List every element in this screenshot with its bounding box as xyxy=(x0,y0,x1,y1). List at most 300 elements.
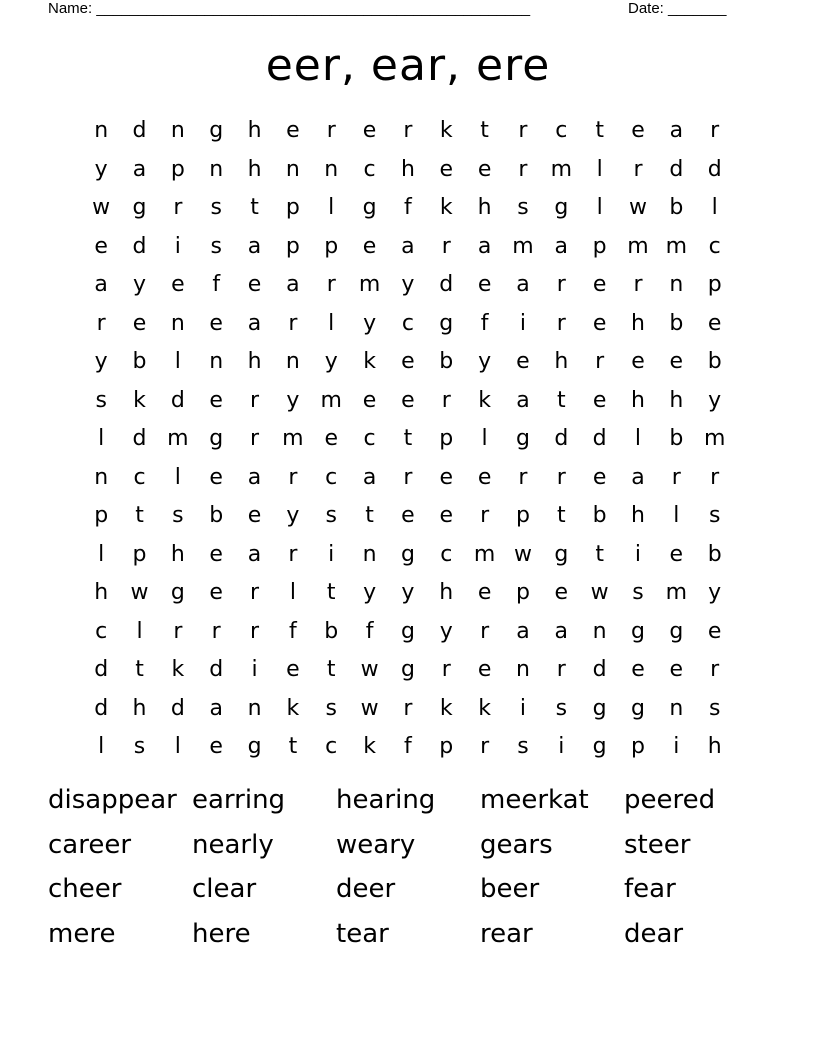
grid-cell: r xyxy=(250,426,260,452)
grid-cell: r xyxy=(556,657,566,683)
grid-cell: i xyxy=(558,734,565,760)
grid-cell: k xyxy=(478,387,491,413)
grid-row xyxy=(82,690,734,729)
grid-cell: k xyxy=(439,195,453,221)
grid-cell: b xyxy=(669,310,684,336)
grid-cell: n xyxy=(247,695,262,721)
grid-cell: p xyxy=(285,195,300,221)
grid-cell: k xyxy=(439,695,453,721)
grid-cell: r xyxy=(250,618,260,644)
grid-cell: n xyxy=(285,349,300,375)
grid-cell: i xyxy=(251,657,258,683)
grid-cell: e xyxy=(554,580,569,606)
grid-cell: e xyxy=(362,233,377,259)
grid-cell: r xyxy=(518,118,528,144)
grid-cell: r xyxy=(441,233,451,259)
grid-cell: l xyxy=(98,541,105,567)
grid-cell: a xyxy=(516,387,530,413)
grid-cell: b xyxy=(707,349,722,375)
grid-cell: d xyxy=(669,156,684,182)
grid-cell: e xyxy=(669,349,684,375)
grid-cell: e xyxy=(592,272,607,298)
grid-cell: s xyxy=(325,695,337,721)
grid-cell: e xyxy=(401,387,415,413)
grid-cell: c xyxy=(133,464,146,490)
grid-cell: f xyxy=(480,310,489,336)
grid-cell: i xyxy=(673,734,680,760)
word-list-item: hearing xyxy=(336,785,436,815)
word-list-item: dear xyxy=(624,918,684,949)
grid-cell: e xyxy=(132,310,147,336)
grid-cell: g xyxy=(631,695,645,721)
grid-cell: h xyxy=(400,156,415,182)
grid-cell: k xyxy=(439,118,453,144)
grid-cell: f xyxy=(289,618,297,644)
grid-cell: a xyxy=(362,464,377,490)
grid-cell: p xyxy=(439,734,454,760)
grid-cell: h xyxy=(631,387,645,413)
grid-cell: d xyxy=(132,118,147,144)
grid-cell: k xyxy=(286,695,300,721)
grid-cell: g xyxy=(209,118,224,144)
word-list-item: meerkat xyxy=(480,785,589,815)
grid-cell: t xyxy=(480,118,489,144)
grid-cell: w xyxy=(360,657,379,683)
grid-cell: y xyxy=(286,503,300,529)
grid-cell: l xyxy=(481,426,488,452)
grid-cell: r xyxy=(250,580,260,606)
grid-cell: y xyxy=(363,310,377,336)
grid-cell: g xyxy=(362,195,377,221)
grid-row xyxy=(82,613,734,652)
grid-cell: r xyxy=(288,464,298,490)
grid-cell: d xyxy=(592,426,607,452)
grid-cell: r xyxy=(173,618,183,644)
grid-cell: h xyxy=(247,118,262,144)
grid-cell: y xyxy=(286,387,300,413)
grid-cell: a xyxy=(401,233,415,259)
grid-cell: g xyxy=(400,618,415,644)
grid-cell: b xyxy=(132,349,147,375)
grid-cell: a xyxy=(94,272,108,298)
word-list-item: beer xyxy=(480,874,540,904)
grid-cell: r xyxy=(518,156,528,182)
grid-cell: r xyxy=(671,464,681,490)
grid-row xyxy=(82,112,734,151)
grid-cell: l xyxy=(136,618,143,644)
word-list-item: disappear xyxy=(48,785,177,815)
grid-cell: r xyxy=(556,464,566,490)
grid-cell: y xyxy=(401,580,415,606)
grid-cell: e xyxy=(171,272,185,298)
grid-cell: p xyxy=(285,233,300,259)
grid-cell: t xyxy=(288,734,298,760)
grid-cell: y xyxy=(324,349,338,375)
grid-cell: e xyxy=(209,734,223,760)
grid-cell: g xyxy=(170,580,185,606)
word-list-item: weary xyxy=(336,829,416,860)
grid-cell: l xyxy=(98,734,105,760)
grid-cell: l xyxy=(328,310,335,336)
grid-cell: t xyxy=(403,426,413,452)
grid-cell: l xyxy=(711,195,718,221)
grid-cell: b xyxy=(324,618,339,644)
grid-cell: p xyxy=(592,233,607,259)
grid-cell: p xyxy=(707,272,722,298)
grid-cell: c xyxy=(95,618,108,644)
grid-cell: m xyxy=(358,272,381,298)
word-list-item: deer xyxy=(336,874,396,904)
grid-cell: l xyxy=(174,734,181,760)
word-list-item: fear xyxy=(624,874,676,904)
grid-cell: h xyxy=(631,503,645,529)
grid-cell: r xyxy=(480,734,490,760)
grid-cell: a xyxy=(516,272,530,298)
grid-cell: w xyxy=(513,541,532,567)
grid-cell: e xyxy=(477,580,492,606)
grid-cell: e xyxy=(477,464,492,490)
grid-cell: y xyxy=(133,272,147,298)
grid-row xyxy=(82,420,734,459)
grid-cell: l xyxy=(673,503,680,529)
grid-cell: r xyxy=(211,618,221,644)
grid-cell: d xyxy=(209,657,224,683)
grid-cell: n xyxy=(515,657,530,683)
grid-cell: d xyxy=(170,387,185,413)
grid-cell: r xyxy=(710,657,720,683)
grid-cell: e xyxy=(631,118,645,144)
grid-cell: n xyxy=(669,695,684,721)
grid-cell: i xyxy=(519,310,527,336)
grid-cell: e xyxy=(362,118,377,144)
grid-cell: t xyxy=(326,580,336,606)
grid-cell: l xyxy=(289,580,296,606)
grid-cell: r xyxy=(403,695,413,721)
grid-cell: e xyxy=(707,310,722,336)
grid-cell: a xyxy=(209,695,223,721)
grid-cell: e xyxy=(401,349,415,375)
grid-cell: r xyxy=(518,464,528,490)
grid-cell: l xyxy=(634,426,642,452)
word-list-item: career xyxy=(48,829,132,860)
word-list-item: here xyxy=(192,918,251,949)
grid-cell: r xyxy=(480,503,490,529)
grid-cell: a xyxy=(669,118,684,144)
grid-cell: h xyxy=(631,310,645,336)
grid-cell: a xyxy=(247,541,262,567)
grid-cell: r xyxy=(250,387,260,413)
grid-cell: e xyxy=(592,464,607,490)
grid-cell: d xyxy=(592,657,607,683)
grid-cell: s xyxy=(325,503,337,529)
grid-cell: k xyxy=(363,349,376,375)
grid-cell: l xyxy=(596,195,603,221)
grid-cell: h xyxy=(669,387,684,413)
grid-cell: r xyxy=(710,118,720,144)
grid-row xyxy=(82,728,734,767)
grid-cell: s xyxy=(95,387,107,413)
grid-cell: p xyxy=(631,734,645,760)
grid-cell: d xyxy=(439,272,454,298)
grid-cell: s xyxy=(172,503,184,529)
grid-cell: n xyxy=(324,156,339,182)
grid-cell: t xyxy=(326,657,336,683)
grid-cell: r xyxy=(441,657,451,683)
grid-cell: f xyxy=(212,272,221,298)
grid-cell: m xyxy=(473,541,496,567)
grid-cell: m xyxy=(282,426,304,452)
grid-cell: y xyxy=(94,349,108,375)
grid-cell: f xyxy=(404,195,412,221)
grid-cell: r xyxy=(288,310,298,336)
grid-cell: i xyxy=(519,695,527,721)
grid-cell: k xyxy=(133,387,146,413)
grid-cell: g xyxy=(669,618,684,644)
word-list-item: steer xyxy=(624,829,691,860)
grid-cell: a xyxy=(247,233,262,259)
grid-cell: h xyxy=(707,734,722,760)
grid-cell: n xyxy=(94,118,109,144)
grid-cell: r xyxy=(441,387,451,413)
grid-cell: e xyxy=(516,349,530,375)
name-field-label: Name: ____________________________________________________ xyxy=(48,0,531,17)
word-list-item: gears xyxy=(480,829,553,860)
grid-cell: r xyxy=(633,272,643,298)
grid-cell: k xyxy=(478,695,491,721)
grid-cell: w xyxy=(628,195,647,221)
grid-cell: p xyxy=(515,580,530,606)
grid-cell: e xyxy=(401,503,415,529)
grid-cell: k xyxy=(363,734,376,760)
grid-cell: d xyxy=(94,657,109,683)
grid-cell: r xyxy=(556,310,566,336)
grid-cell: e xyxy=(209,464,223,490)
grid-cell: a xyxy=(554,233,569,259)
grid-cell: i xyxy=(174,233,181,259)
grid-cell: s xyxy=(708,695,721,721)
grid-cell: l xyxy=(174,464,181,490)
grid-cell: e xyxy=(362,387,377,413)
grid-row xyxy=(82,305,734,344)
grid-cell: r xyxy=(633,156,643,182)
grid-cell: a xyxy=(554,618,569,644)
grid-cell: e xyxy=(286,657,300,683)
grid-cell: a xyxy=(631,464,645,490)
grid-row xyxy=(82,343,734,382)
grid-cell: n xyxy=(209,349,224,375)
grid-cell: r xyxy=(173,195,183,221)
grid-cell: g xyxy=(592,734,607,760)
grid-cell: g xyxy=(592,695,607,721)
grid-cell: m xyxy=(167,426,189,452)
grid-cell: t xyxy=(135,503,144,529)
grid-cell: b xyxy=(439,349,454,375)
grid-cell: a xyxy=(477,233,492,259)
grid-row xyxy=(82,382,734,421)
word-list-item: cheer xyxy=(48,874,122,904)
grid-cell: c xyxy=(363,426,376,452)
grid-cell: e xyxy=(439,464,454,490)
grid-cell: y xyxy=(478,349,492,375)
grid-cell: e xyxy=(669,657,684,683)
grid-cell: y xyxy=(401,272,415,298)
word-list-item: nearly xyxy=(192,829,274,860)
grid-cell: s xyxy=(517,195,529,221)
grid-cell: m xyxy=(512,233,534,259)
grid-cell: m xyxy=(665,580,688,606)
word-list-item: earring xyxy=(192,785,286,815)
grid-cell: t xyxy=(365,503,374,529)
grid-cell: e xyxy=(439,156,454,182)
grid-cell: p xyxy=(439,426,454,452)
grid-cell: h xyxy=(554,349,569,375)
grid-cell: c xyxy=(325,464,338,490)
grid-cell: n xyxy=(170,118,185,144)
grid-cell: r xyxy=(288,541,298,567)
grid-cell: m xyxy=(320,387,342,413)
grid-cell: e xyxy=(631,657,645,683)
grid-cell: e xyxy=(477,657,492,683)
word-list-item: peered xyxy=(624,785,716,815)
grid-cell: e xyxy=(592,310,607,336)
grid-cell: b xyxy=(209,503,224,529)
grid-cell: a xyxy=(286,272,300,298)
grid-cell: d xyxy=(554,426,569,452)
grid-cell: g xyxy=(554,195,569,221)
grid-cell: p xyxy=(94,503,109,529)
grid-cell: g xyxy=(439,310,454,336)
grid-cell: c xyxy=(708,233,721,259)
grid-cell: d xyxy=(94,695,109,721)
grid-cell: h xyxy=(247,156,262,182)
grid-row xyxy=(82,497,734,536)
grid-cell: s xyxy=(210,233,222,259)
word-list-item: mere xyxy=(48,918,116,949)
grid-cell: r xyxy=(326,272,336,298)
grid-cell: e xyxy=(669,541,684,567)
grid-cell: f xyxy=(365,618,374,644)
grid-cell: s xyxy=(708,503,721,529)
word-list-item: clear xyxy=(192,874,257,904)
grid-cell: r xyxy=(710,464,720,490)
grid-cell: e xyxy=(209,580,223,606)
grid-row xyxy=(82,228,734,267)
grid-cell: t xyxy=(556,503,566,529)
grid-row xyxy=(82,459,734,498)
grid-cell: n xyxy=(362,541,377,567)
grid-cell: e xyxy=(209,541,223,567)
grid-cell: y xyxy=(439,618,453,644)
grid-cell: r xyxy=(403,118,413,144)
grid-cell: h xyxy=(132,695,147,721)
grid-cell: e xyxy=(592,387,607,413)
grid-cell: t xyxy=(556,387,566,413)
grid-cell: d xyxy=(132,426,147,452)
grid-cell: w xyxy=(130,580,149,606)
grid-cell: w xyxy=(360,695,379,721)
grid-cell: l xyxy=(98,426,105,452)
grid-cell: w xyxy=(92,195,111,221)
grid-cell: c xyxy=(555,118,568,144)
grid-cell: l xyxy=(328,195,335,221)
grid-cell: l xyxy=(596,156,603,182)
grid-cell: w xyxy=(590,580,609,606)
grid-cell: g xyxy=(631,618,645,644)
grid-cell: e xyxy=(324,426,338,452)
grid-cell: d xyxy=(132,233,147,259)
grid-row xyxy=(82,266,734,305)
grid-cell: p xyxy=(324,233,339,259)
grid-cell: m xyxy=(703,426,726,452)
grid-cell: n xyxy=(94,464,109,490)
date-field-label: Date: _______ xyxy=(628,0,727,17)
grid-cell: g xyxy=(247,734,262,760)
word-list xyxy=(48,778,768,956)
grid-cell: e xyxy=(707,618,722,644)
grid-cell: s xyxy=(210,195,222,221)
grid-cell: i xyxy=(328,541,335,567)
header xyxy=(48,0,748,22)
grid-row xyxy=(82,651,734,690)
grid-cell: c xyxy=(440,541,453,567)
grid-cell: e xyxy=(477,272,492,298)
grid-cell: a xyxy=(247,464,262,490)
grid-cell: t xyxy=(135,657,144,683)
grid-cell: a xyxy=(247,310,262,336)
grid-cell: t xyxy=(250,195,259,221)
grid-cell: g xyxy=(400,657,415,683)
page-title: eer, ear, ere xyxy=(265,40,551,91)
grid-cell: h xyxy=(247,349,262,375)
grid-cell: m xyxy=(550,156,573,182)
grid-cell: h xyxy=(94,580,109,606)
grid-cell: g xyxy=(554,541,569,567)
grid-cell: g xyxy=(132,195,147,221)
grid-cell: s xyxy=(517,734,529,760)
grid-cell: r xyxy=(595,349,605,375)
grid-cell: n xyxy=(669,272,684,298)
grid-cell: m xyxy=(665,233,688,259)
grid-cell: h xyxy=(439,580,454,606)
grid-cell: e xyxy=(477,156,492,182)
grid-cell: g xyxy=(400,541,415,567)
grid-cell: d xyxy=(707,156,722,182)
grid-cell: s xyxy=(555,695,568,721)
grid-cell: r xyxy=(480,618,490,644)
grid-row xyxy=(82,151,734,190)
grid-row xyxy=(82,536,734,575)
grid-cell: e xyxy=(94,233,108,259)
grid-cell: e xyxy=(209,387,223,413)
grid-cell: s xyxy=(133,734,146,760)
grid-cell: e xyxy=(286,118,300,144)
grid-cell: n xyxy=(592,618,607,644)
grid-cell: d xyxy=(170,695,185,721)
grid-cell: r xyxy=(96,310,106,336)
grid-cell: b xyxy=(669,195,684,221)
letter-grid xyxy=(82,112,734,767)
grid-cell: l xyxy=(174,349,181,375)
grid-cell: b xyxy=(669,426,684,452)
grid-cell: p xyxy=(132,541,147,567)
grid-cell: t xyxy=(595,541,604,567)
word-list-item: rear xyxy=(480,918,533,949)
grid-cell: s xyxy=(632,580,644,606)
grid-cell: g xyxy=(515,426,530,452)
grid-cell: c xyxy=(363,156,376,182)
grid-cell: p xyxy=(515,503,530,529)
grid-cell: n xyxy=(285,156,300,182)
